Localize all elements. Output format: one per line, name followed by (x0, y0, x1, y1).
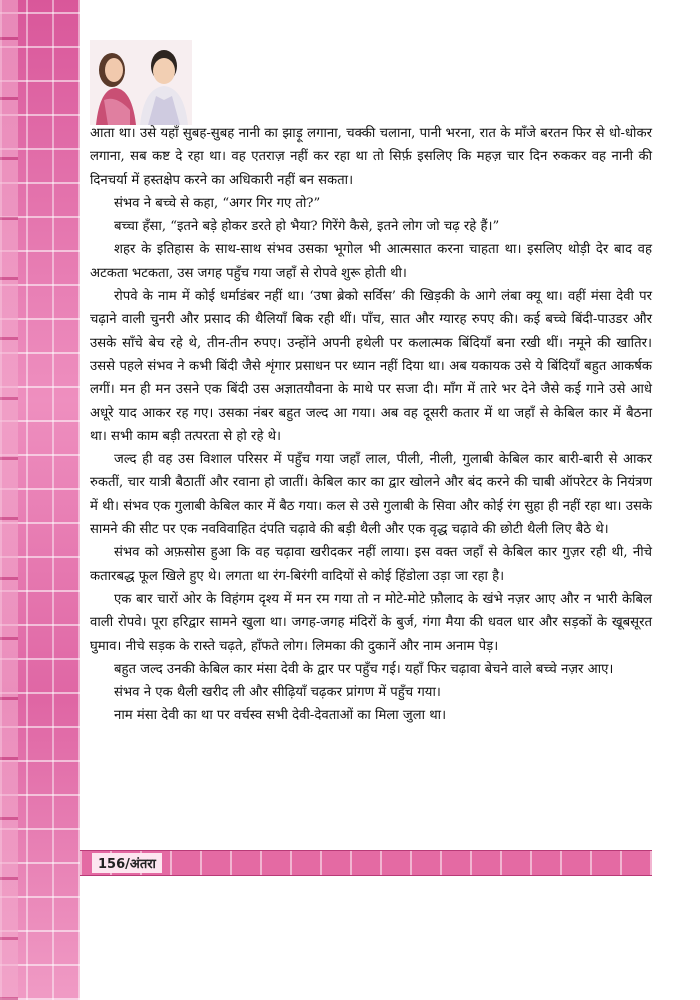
paragraph: शहर के इतिहास के साथ-साथ संभव उसका भूगोल भी आत्मसात करना चाहता था। इसलिए थोड़ी देर बाद वह अटकता भटकता, उस जगह पहुँच गया जहाँ से रोपवे शुरू होती थी। (90, 242, 652, 281)
footer-band (80, 850, 652, 876)
paragraph: जल्द ही वह उस विशाल परिसर में पहुँच गया जहाँ लाल, पीली, नीली, गुलाबी केबिल कार बारी-बारी से आकर रुकतीं, चार यात्री बैठातीं और रवाना हो जातीं। केबिल कार का द्वार खोलने और बंद करने की चाबी ऑपरेटर के नियंत्रण में थी। संभव एक गुलाबी केबिल कार में बैठ गया। कल से उसे गुलाबी के सिवा और कोई रंग सुहा ही नहीं रहा था। उसके सामने की सीट पर एक नवविवाहित दंपति चढ़ावे की बड़ी थैली और एक वृद्ध चढ़ावे की छोटी थैली लिए बैठे थे। (90, 452, 652, 538)
paragraph: संभव को अफ़सोस हुआ कि वह चढ़ावा खरीदकर नहीं लाया। इस वक्त जहाँ से केबिल कार गुज़र रही थी, नीचे कतारबद्ध फूल खिले हुए थे। लगता था रंग-बिरंगी वादियों से कोई हिंडोला उड़ा जा रहा है। (90, 545, 652, 584)
paragraph: एक बार चारों ओर के विहंगम दृश्य में मन रम गया तो न मोटे-मोटे फ़ौलाद के खंभे नज़र आए और न भारी केबिल वाली रोपवे। पूरा हरिद्वार सामने खुला था। जगह-जगह मंदिरों के बुर्ज, गंगा मैया की धवल धार और सड़कों के खूबसूरत घुमाव। नीचे सड़क के रास्ते चढ़ते, हाँफते लोग। लिमका की दुकानें और नाम अनाम पेड़। (90, 591, 652, 654)
decorative-side-border (0, 0, 80, 1000)
couple-illustration (90, 40, 192, 125)
paragraph: आता था। उसे यहाँ सुबह-सुबह नानी का झाड़ू लगाना, चक्की चलाना, पानी भरना, रात के माँजे बरतन फिर से धो-धोकर लगाना, सब कष्ट दे रहा था। वह एतराज़ नहीं कर रहा था तो सिर्फ़ इसलिए कि महज़ चार दिन रुककर वह नानी की दिनचर्या में हस्तक्षेप करने का अधिकारी नहीं बन सकता। (90, 126, 652, 188)
paragraph: नाम मंसा देवी का था पर वर्चस्व सभी देवी-देवताओं का मिला जुला था। (114, 708, 447, 724)
paragraph: बच्चा हँसा, “इतने बड़े होकर डरते हो भैया? गिरेंगे कैसे, इतने लोग जो चढ़ रहे हैं।” (114, 219, 500, 235)
paragraph: रोपवे के नाम में कोई धर्माडंबर नहीं था। ‘उषा ब्रेको सर्विस’ की खिड़की के आगे लंबा क्यू था। वहीं मंसा देवी पर चढ़ाने वाली चुनरी और प्रसाद की थैलियाँ बिक रही थीं। पाँच, सात और ग्यारह रुपए की। कई बच्चे बिंदी-पाउडर और उसके साँचे बेच रहे थे, तीन-तीन रुपए। उन्होंने अपनी हथेली पर कलात्मक बिंदियाँ बना रखी थीं। नमूने की खातिर। उससे पहले संभव ने कभी बिंदी जैसे शृंगार प्रसाधन पर ध्यान नहीं दिया था। अब यकायक उसे ये बिंदियाँ बहुत आकर्षक लगीं। मन ही मन उसने एक बिंदी उस अज्ञातयौवना के माथे पर सजा दी। माँग में तारे भर देने जैसे कई गाने उसे आधे अधूरे याद आकर रह गए। उसका नंबर बहुत जल्द आ गया। अब वह दूसरी कतार में था जहाँ से केबिल कार में बैठना था। सभी काम बड़ी तत्परता से हो रहे थे। (90, 289, 652, 444)
text-body (90, 122, 652, 728)
paragraph: संभव ने एक थैली खरीद ली और सीढ़ियाँ चढ़कर प्रांगण में पहुँच गया। (114, 685, 441, 701)
paragraph: संभव ने बच्चे से कहा, “अगर गिर गए तो?” (114, 195, 321, 211)
paragraph: बहुत जल्द उनकी केबिल कार मंसा देवी के द्वार पर पहुँच गई। यहाँ फिर चढ़ावा बेचने वाले बच्चे नज़र आए। (114, 661, 614, 677)
page-number: 156/अंतरा (92, 853, 162, 873)
